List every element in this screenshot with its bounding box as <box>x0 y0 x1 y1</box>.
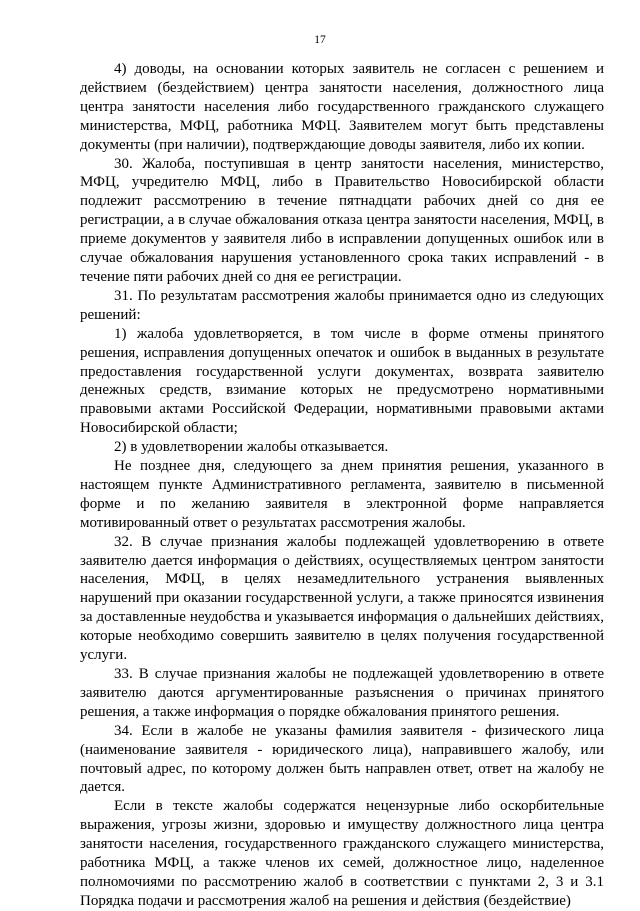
paragraph-32-satisfied-response: 32. В случае признания жалобы подлежащей удовлетворению в ответе заявителю дается информация о действиях, осуществляемых центром занятости населения, МФЦ, в целях незамедлительного устранения выявленных нарушений при оказании государственной услуги, а также приносятся извинения за доставленные неудобства и указывается информация о дальнейших действиях, которые необходимо совершить заявителю в целях получения государственной услуги. <box>80 533 604 664</box>
paragraph-31-response-deadline: Не позднее дня, следующего за днем принятия решения, указанного в настоящем пункте Административного регламента, заявителю в письменной форме и по желанию заявителя в электронной форме направляется мотивированный ответ о результатах рассмотрения жалобы. <box>80 458 604 531</box>
paragraph-31-option-2-rejected: 2) в удовлетворении жалобы отказывается. <box>114 439 389 456</box>
paragraph-34-offensive-content: Если в тексте жалобы содержатся нецензурные либо оскорбительные выражения, угрозы жизни, здоровью и имуществу должностного лица центра занятости населения, государственного гражданского служащего министерства, работника МФЦ, а также членов их семей, должностное лицо, наделенное полномочиями по рассмотрению жалоб в соответствии с пунктами 2, 3 и 3.1 Порядка подачи и рассмотрения жалоб на решения и действия (бездействие) <box>80 798 604 909</box>
paragraph-30-complaint-review-term: 30. Жалоба, поступившая в центр занятости населения, министерство, МФЦ, учредителю МФЦ, либо в Правительство Новосибирской области подлежит рассмотрению в течение пятнадцати рабочих дней со дня ее регистрации, а в случае обжалования отказа центра занятости населения, МФЦ, в приеме документов у заявителя либо в исправлении допущенных ошибок или в случае обжалования нарушения установленного срока таких исправлений - в течение пяти рабочих дней со дня ее регистрации. <box>80 155 604 285</box>
page-number: 17 <box>314 34 326 46</box>
document-body <box>80 60 604 911</box>
paragraph-33-rejected-response: 33. В случае признания жалобы не подлежащей удовлетворению в ответе заявителю даются аргументированные разъяснения о причинах принятого решения, а также информация о порядке обжалования принятого решения. <box>80 666 604 720</box>
paragraph-31-review-results: 31. По результатам рассмотрения жалобы принимается одно из следующих решений: <box>80 287 604 323</box>
paragraph-item-4-arguments: 4) доводы, на основании которых заявитель не согласен с решением и действием (бездействием) центра занятости населения, должностного лица центра занятости населения либо государственного гражданского служащего министерства, МФЦ, работника МФЦ. Заявителем могут быть представлены документы (при наличии), подтверждающие доводы заявителя, либо их копии. <box>80 61 604 153</box>
paragraph-31-option-1-satisfied: 1) жалоба удовлетворяется, в том числе в форме отмены принятого решения, исправления допущенных опечаток и ошибок в выданных в результате предоставления государственной услуги документах, возврата заявителю денежных средств, взимание которых не предусмотрено нормативными правовыми актами Российской Федерации, нормативными правовыми актами Новосибирской области; <box>80 325 604 437</box>
paragraph-34-missing-sender-data: 34. Если в жалобе не указаны фамилия заявителя - физического лица (наименование заявителя - юридического лица), направившего жалобу, или почтовый адрес, по которому должен быть направлен ответ, ответ на жалобу не дается. <box>80 722 604 796</box>
